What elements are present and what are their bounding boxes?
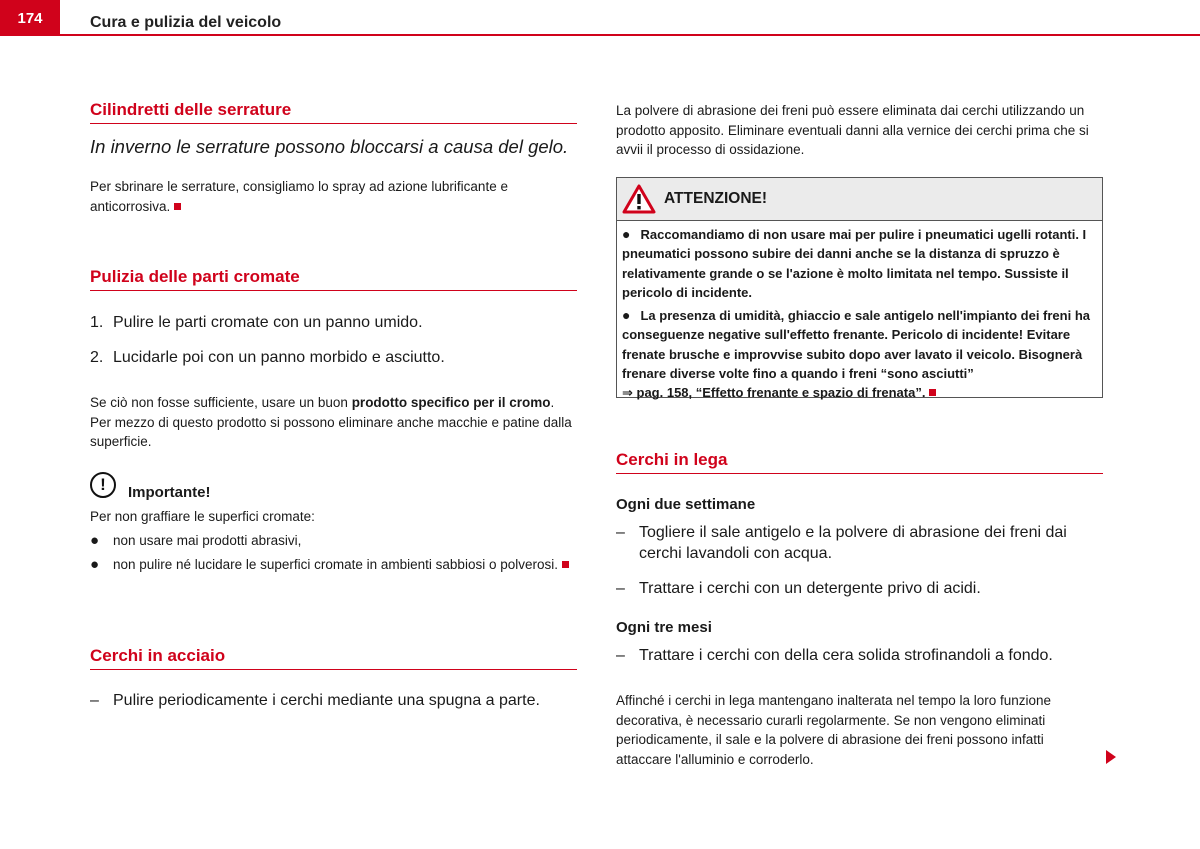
list-item-text: Pulire periodicamente i cerchi mediante una spugna a parte.	[113, 692, 540, 709]
text-part: . Per mezzo di questo prodotto si possono eliminare anche macchie e patine dalla superficie.	[90, 395, 572, 449]
important-title: Importante!	[128, 484, 211, 501]
intro-text: La polvere di abrasione dei freni può essere eliminata dai cerchi utilizzando un prodotto apposito. Eliminare eventuali danni alla vernice dei cerchi prima che si avvii il processo di ossidazione.	[616, 103, 1089, 157]
header-rule	[60, 34, 1200, 36]
section-text	[90, 177, 577, 216]
warning-triangle-icon	[622, 184, 656, 214]
warning-text: Raccomandiamo di non usare mai per pulire i pneumatici ugelli rotanti. I pneumatici possono subire dei danni anche se la distanza di spruzzo è relativamente grande o se l'azione è molto limitata nel tempo. Sussiste il pericolo di incidente.	[622, 227, 1087, 300]
warning-box	[616, 177, 1103, 401]
subheading: Ogni tre mesi	[616, 619, 712, 636]
warning-paragraph	[622, 306, 1096, 402]
running-header-title: Cura e pulizia del veicolo	[90, 14, 282, 31]
text-bold: prodotto specifico per il cromo	[351, 395, 551, 410]
list-item	[616, 578, 1103, 599]
text-part: Se ciò non fosse sufficiente, usare un buon	[90, 395, 352, 410]
bullet-icon: ●	[622, 226, 631, 242]
end-of-section-mark	[929, 389, 936, 396]
warning-paragraph	[622, 225, 1096, 302]
list-item	[616, 522, 1103, 564]
step-text: Pulire le parti cromate con un panno umido.	[113, 314, 423, 331]
warning-body	[617, 221, 1102, 403]
list-item	[90, 690, 577, 711]
list-item-text: Trattare i cerchi con della cera solida strofinandoli a fondo.	[639, 647, 1053, 664]
continue-arrow-icon	[1106, 750, 1116, 764]
section-text: Affinché i cerchi in lega mantengano inalterata nel tempo la loro funzione decorativa, è necessario curarli regolarmente. Se non vengono eliminati periodicamente, il sale e la polvere di abrasione dei freni possono infatti attaccare l'alluminio e corroderlo.	[616, 693, 1052, 767]
step-number: 1.	[90, 314, 104, 331]
subheading: Ogni due settimane	[616, 496, 756, 513]
list-item-text: Trattare i cerchi con un detergente privo di acidi.	[639, 580, 981, 597]
important-icon: !	[90, 472, 116, 498]
step-item	[90, 312, 577, 333]
page-number: 174	[0, 0, 60, 36]
section-text	[90, 393, 577, 452]
section-heading-cilindretti: Cilindretti delle serrature	[90, 100, 577, 124]
warning-text: La presenza di umidità, ghiaccio e sale antigelo nell'impianto dei freni ha conseguenze negative sull'effetto frenante. Pericolo di incidente! Evitare frenate brusche e improvvise subito dopo aver lavato il veicolo. Bisognerà frenare diverse volte fino a quando i freni “sono asciutti”	[622, 308, 1090, 382]
warning-title: ATTENZIONE!	[664, 190, 768, 207]
section-heading-acciaio: Cerchi in acciaio	[90, 646, 577, 670]
list-item-text: non pulire né lucidare le superfici cromate in ambienti sabbiosi o polverosi.	[113, 557, 558, 572]
section-text-content: Per sbrinare le serrature, consigliamo lo spray ad azione lubrificante e anticorrosiva.	[90, 179, 508, 214]
bullet-icon: ●	[90, 532, 100, 549]
list-item	[616, 645, 1103, 666]
list-item	[90, 531, 577, 551]
step-item	[90, 347, 577, 368]
bullet-icon: ●	[622, 307, 631, 324]
end-of-section-mark	[174, 203, 181, 210]
end-of-section-mark	[562, 561, 569, 568]
list-item	[90, 555, 577, 575]
dash-icon: –	[616, 647, 625, 664]
dash-icon: –	[90, 692, 99, 709]
important-intro: Per non graffiare le superfici cromate:	[90, 509, 315, 524]
warning-header	[617, 178, 1102, 221]
section-lead: In inverno le serrature possono bloccarsi a causa del gelo.	[90, 136, 569, 157]
bullet-icon: ●	[90, 556, 100, 573]
step-number: 2.	[90, 349, 104, 366]
list-item-text: Togliere il sale antigelo e la polvere di abrasione dei freni dai cerchi lavandoli con acqua.	[639, 524, 1067, 562]
list-item-text: non usare mai prodotti abrasivi,	[113, 533, 302, 548]
dash-icon: –	[616, 580, 625, 597]
page-reference-link[interactable]: ⇒ pag. 158, “Effetto frenante e spazio di frenata”.	[622, 385, 926, 401]
section-heading-cromate: Pulizia delle parti cromate	[90, 267, 577, 291]
section-heading-lega: Cerchi in lega	[616, 450, 1103, 474]
dash-icon: –	[616, 524, 625, 541]
step-text: Lucidarle poi con un panno morbido e asciutto.	[113, 349, 445, 366]
